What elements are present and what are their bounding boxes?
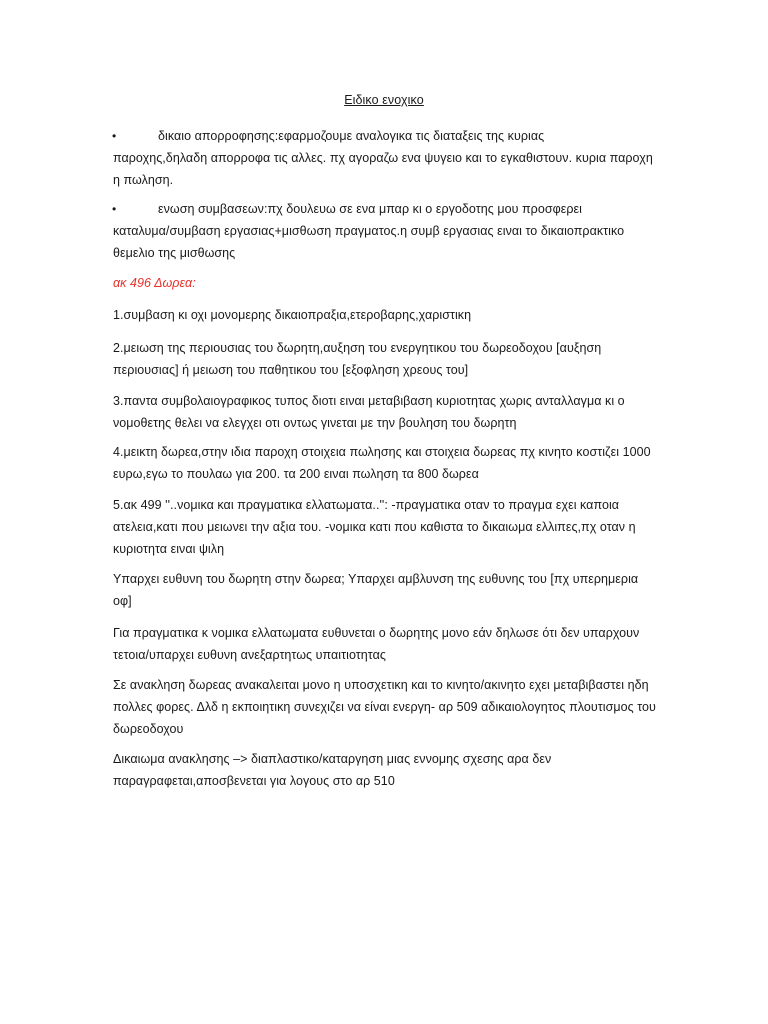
- paragraph: 3.παντα συμβολαιογραφικος τυπος διοτι ειναι μεταβιβαση κυριοτητας χωρις ανταλλαγμα κι ο νομοθετης θελει να ελεγχει οτι οντως γινεται με την βουληση του δωρητη: [113, 394, 625, 430]
- paragraph: 1.συμβαση κι οχι μονομερης δικαιοπραξια,ετεροβαρης,χαριστικη: [113, 308, 472, 322]
- paragraph: Υπαρχει ευθυνη του δωρητη στην δωρεα; Υπαρχει αμβλυνση της ευθυνης του [πχ υπερημερια οφ]: [113, 572, 639, 608]
- bullet-icon: •: [112, 129, 117, 143]
- subheading: ακ 496 Δωρεα:: [113, 276, 196, 290]
- paragraph: 5.ακ 499 ''..νομικα και πραγματικα ελλατωματα..'': -πραγματικα οταν το πραγμα εχει καποια ατελεια,κατι που μειωνει την αξια του. -νομικα κατι που καθιστα το δικαιωμα ελλιπες,πχ οταν η κυριοτητα ειναι ψιλη: [113, 498, 636, 556]
- paragraph: Δικαιωμα ανακλησης –> διαπλαστικο/καταργηση μιας εννομης σχεσης αρα δεν παραγραφεται,αποσβενεται για λογους στο αρ 510: [113, 752, 552, 788]
- paragraph-text: παροχης,δηλαδη απορροφα τις αλλες. πχ αγοραζω ενα ψυγειο και το εγκαθιστουν. κυρια παροχη η πωληση.: [113, 151, 653, 187]
- paragraph-line: ενωση συμβασεων:πχ δουλευω σε ενα μπαρ κι ο εργοδοτης μου προσφερει: [158, 202, 582, 216]
- paragraph: Σε ανακληση δωρεας ανακαλειται μονο η υποσχετικη και το κινητο/ακινητο εχει μεταβιβαστει ηδη πολλες φορες. Δλδ η εκποιητικη συνεχιζει να είναι ενεργη- αρ 509 αδικαιολογητος πλουτισμος του δωρεοδοχου: [113, 678, 656, 736]
- paragraph-text: καταλυμα/συμβαση εργασιας+μισθωση πραγματος.η συμβ εργασιας ειναι το δικαιοπρακτικο θεμελιο της μισθωσης: [113, 224, 625, 260]
- bullet-paragraph: [113, 125, 658, 191]
- paragraph: 2.μειωση της περιουσιας του δωρητη,αυξηση του ενεργητικου του δωρεοδοχου [αυξηση περιουσιας] ή μειωση του παθητικου του [εξοφληση χρεους του]: [113, 341, 602, 377]
- bullet-paragraph: [113, 198, 658, 264]
- paragraph-line: δικαιο απορροφησης:εφαρμοζουμε αναλογικα τις διαταξεις της κυριας: [158, 129, 545, 143]
- paragraph: Για πραγματικα κ νομικα ελλατωματα ευθυνεται ο δωρητης μονο εάν δηλωσε ότι δεν υπαρχουν τετοια/υπαρχει ευθυνη ανεξαρτητως υπαιτιοτητας: [113, 626, 640, 662]
- document-title: Ειδικο ενοχικο: [344, 93, 424, 107]
- paragraph: 4.μεικτη δωρεα,στην ιδια παροχη στοιχεια πωλησης και στοιχεια δωρεας πχ κινητο κοστιζει 1000 ευρω,εγω το πουλαω για 200. τα 200 ειναι πωληση τα 800 δωρεα: [113, 445, 651, 481]
- bullet-icon: •: [112, 202, 117, 216]
